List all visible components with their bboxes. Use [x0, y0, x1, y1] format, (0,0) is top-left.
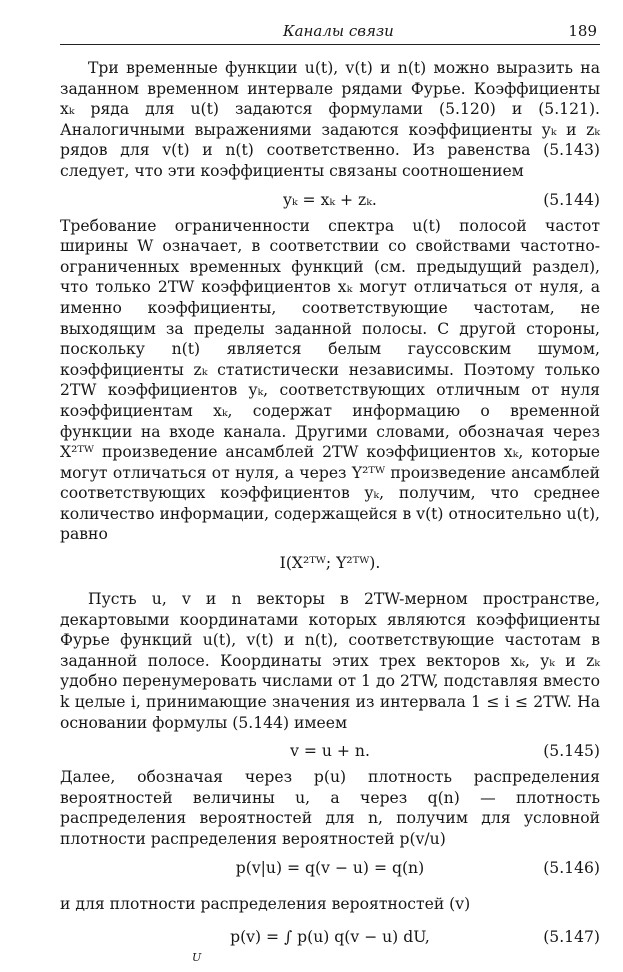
formula-5-145 — [60, 739, 600, 763]
formula-expression: I(X²ᵀᵂ; Y²ᵀᵂ). — [279, 554, 381, 573]
formula-expression: p(v) = ∫ p(u) q(v − u) dU, — [230, 928, 430, 947]
page-header — [60, 22, 600, 42]
header-rule — [60, 44, 600, 45]
formula-5-144 — [60, 188, 600, 212]
equation-number: (5.147) — [543, 928, 600, 947]
formula-5-147 — [60, 922, 600, 968]
page-number: 189 — [568, 22, 597, 40]
integral-lower-limit: U — [192, 951, 202, 965]
formula-expression: yₖ = xₖ + zₖ. — [283, 190, 377, 209]
paragraph-fourier-coefficients: Три временные функции u(t), v(t) и n(t) можно выразить на заданном временном интервале рядами Фурье. Коэффициенты xₖ ряда для u(t) задаются формулами (5.120) и (5.121). Аналогичными выражениями задаются коэффициенты yₖ и zₖ рядов для v(t) и n(t) соответственно. Из равенства (5.143) следует, что эти коэффициенты связаны соотношением — [60, 59, 600, 180]
formula-expression: p(v|u) = q(v − u) = q(n) — [235, 858, 425, 877]
paragraph-density-v: и для плотности распределения вероятностей (v) — [60, 894, 471, 913]
formula-mutual-information — [60, 551, 600, 575]
page-body — [60, 58, 600, 972]
formula-expression: v = u + n. — [290, 742, 370, 761]
equation-number: (5.145) — [543, 742, 600, 761]
formula-5-146 — [60, 856, 600, 880]
equation-number: (5.146) — [543, 858, 600, 877]
running-title: Каналы связи — [283, 22, 394, 40]
paragraph-densities: Далее, обозначая через p(u) плотность распределения вероятностей величины u, а через q(n) — плотность распределения вероятностей для n, получим для условной плотности распределения вероятностей p(v/u) — [60, 768, 600, 848]
equation-number: (5.144) — [543, 190, 600, 209]
paragraph-band-limit: Требование ограниченности спектра u(t) полосой частот ширины W означает, в соответствии со свойствами частотно-ограниченных временных функций (см. предыдущий раздел), что только 2TW коэффициентов xₖ могут отличаться от нуля, а именно коэффициенты, соответствующие частотам, не выходящим за пределы заданной полосы. С другой стороны, поскольку n(t) является белым гауссовским шумом, коэффициенты zₖ статистически независимы. Поэтому только 2TW коэффициентов yₖ, соответствующих отличным от нуля коэффициентам xₖ, содержат информацию о временной функции на входе канала. Другими словами, обозначая через X²ᵀᵂ произведение ансамблей 2TW коэффициентов xₖ, которые могут отличаться от нуля, а через Y²ᵀᵂ произведение ансамблей соответствующих коэффициентов yₖ, получим, что среднее количество информации, содержащейся в v(t) относительно u(t), равно — [60, 216, 600, 544]
paragraph-vectors: Пусть u, v и n векторы в 2TW-мерном пространстве, декартовыми координатами которых являются коэффициенты Фурье функций u(t), v(t) и n(t), соответствующие частотам в заданной полосе. Координаты этих трех векторов xₖ, yₖ и zₖ удобно перенумеровать числами от 1 до 2TW, подставляя вместо k целые i, принимающие значения из интервала 1 ≤ i ≤ 2TW. На основании формулы (5.144) имеем — [60, 590, 600, 732]
